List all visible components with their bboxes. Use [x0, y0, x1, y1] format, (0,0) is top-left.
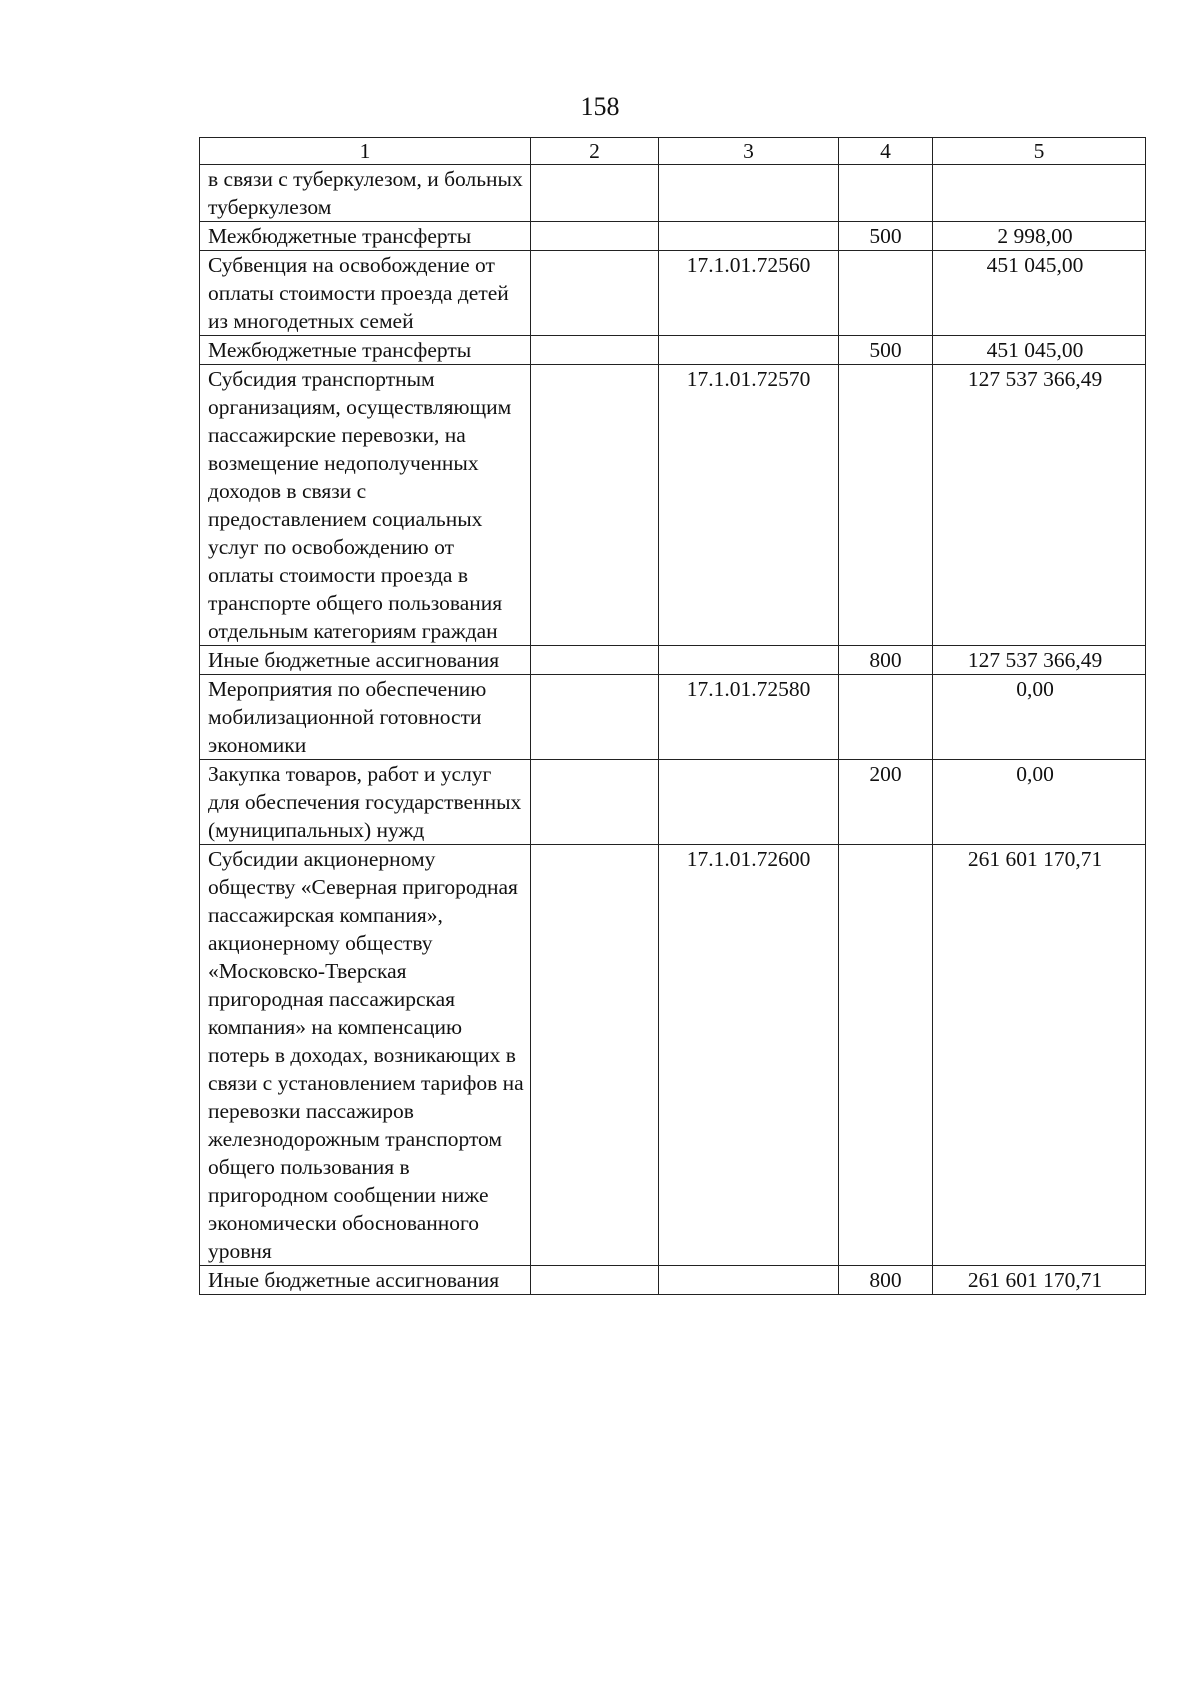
row-expense-type: 200 — [839, 760, 933, 845]
budget-table — [199, 137, 1146, 1295]
row-name: Межбюджетные трансферты — [200, 336, 531, 365]
table-row — [200, 1266, 1146, 1295]
row-name: в связи с туберкулезом, и больных туберкулезом — [200, 165, 531, 222]
row-name: Мероприятия по обеспечению мобилизационной готовности экономики — [200, 675, 531, 760]
row-target-code: 17.1.01.72560 — [659, 251, 839, 336]
table-row — [200, 845, 1146, 1266]
header-col-3: 3 — [659, 138, 839, 165]
table-row — [200, 222, 1146, 251]
row-col2 — [531, 1266, 659, 1295]
row-col2 — [531, 760, 659, 845]
header-col-2: 2 — [531, 138, 659, 165]
row-target-code — [659, 222, 839, 251]
row-expense-type — [839, 365, 933, 646]
row-name: Межбюджетные трансферты — [200, 222, 531, 251]
row-expense-type — [839, 251, 933, 336]
row-name: Субсидия транспортным организациям, осуществляющим пассажирские перевозки, на возмещение недополученных доходов в связи с предоставлением социальных услуг по освобождению от оплаты стоимости проезда в транспорте общего пользования отдельным категориям граждан — [200, 365, 531, 646]
row-target-code — [659, 165, 839, 222]
table-header — [200, 138, 1146, 165]
row-amount: 261 601 170,71 — [933, 1266, 1146, 1295]
row-expense-type: 800 — [839, 1266, 933, 1295]
row-name: Субсидии акционерному обществу «Северная пригородная пассажирская компания», акционерному обществу «Московско-Тверская пригородная пассажирская компания» на компенсацию потерь в доходах, возникающих в связи с установлением тарифов на перевозки пассажиров железнодорожным транспортом общего пользования в пригородном сообщении ниже экономически обоснованного уровня — [200, 845, 531, 1266]
row-amount: 261 601 170,71 — [933, 845, 1146, 1266]
header-col-1: 1 — [200, 138, 531, 165]
row-expense-type — [839, 165, 933, 222]
table-body — [200, 165, 1146, 1295]
row-amount: 127 537 366,49 — [933, 646, 1146, 675]
row-amount: 451 045,00 — [933, 336, 1146, 365]
table-row — [200, 365, 1146, 646]
row-amount — [933, 165, 1146, 222]
row-col2 — [531, 646, 659, 675]
row-amount: 0,00 — [933, 675, 1146, 760]
row-target-code — [659, 336, 839, 365]
row-expense-type: 500 — [839, 336, 933, 365]
row-amount: 127 537 366,49 — [933, 365, 1146, 646]
row-expense-type: 800 — [839, 646, 933, 675]
row-amount: 451 045,00 — [933, 251, 1146, 336]
table-row — [200, 675, 1146, 760]
row-name: Иные бюджетные ассигнования — [200, 1266, 531, 1295]
row-col2 — [531, 365, 659, 646]
row-name: Субвенция на освобождение от оплаты стоимости проезда детей из многодетных семей — [200, 251, 531, 336]
header-col-5: 5 — [933, 138, 1146, 165]
row-target-code: 17.1.01.72580 — [659, 675, 839, 760]
row-target-code: 17.1.01.72600 — [659, 845, 839, 1266]
table-row — [200, 646, 1146, 675]
row-amount: 0,00 — [933, 760, 1146, 845]
row-col2 — [531, 336, 659, 365]
table-row — [200, 336, 1146, 365]
page-number: 158 — [580, 92, 620, 121]
row-col2 — [531, 845, 659, 1266]
row-col2 — [531, 251, 659, 336]
row-target-code — [659, 646, 839, 675]
row-target-code: 17.1.01.72570 — [659, 365, 839, 646]
row-name: Закупка товаров, работ и услуг для обеспечения государственных (муниципальных) нужд — [200, 760, 531, 845]
row-col2 — [531, 165, 659, 222]
table-row — [200, 165, 1146, 222]
row-expense-type: 500 — [839, 222, 933, 251]
row-amount: 2 998,00 — [933, 222, 1146, 251]
row-col2 — [531, 675, 659, 760]
header-col-4: 4 — [839, 138, 933, 165]
table-row — [200, 760, 1146, 845]
row-expense-type — [839, 675, 933, 760]
row-target-code — [659, 1266, 839, 1295]
table-row — [200, 251, 1146, 336]
row-expense-type — [839, 845, 933, 1266]
row-name: Иные бюджетные ассигнования — [200, 646, 531, 675]
row-col2 — [531, 222, 659, 251]
row-target-code — [659, 760, 839, 845]
header-row — [200, 138, 1146, 165]
